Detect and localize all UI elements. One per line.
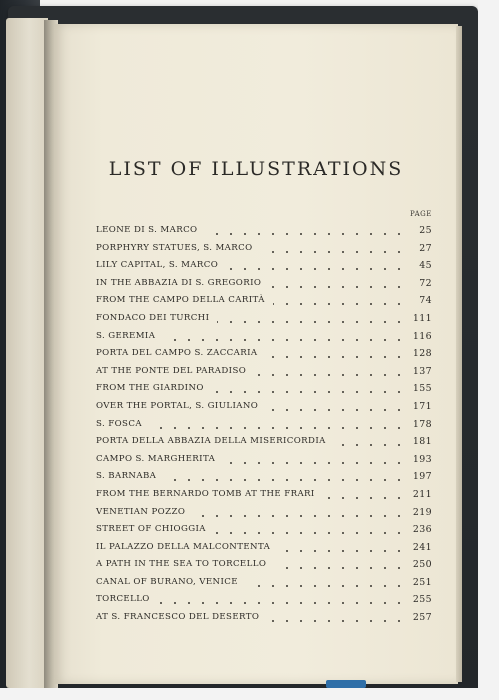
leader-dots [323, 489, 406, 499]
leader-dots [261, 243, 406, 253]
list-item [96, 222, 432, 240]
page-column-label: PAGE [410, 210, 432, 218]
illustration-title: FONDACO DEI TURCHI [96, 312, 210, 323]
list-item [96, 433, 432, 451]
page-number: 255 [412, 594, 432, 606]
leader-dots [266, 348, 406, 358]
leader-dots [269, 278, 406, 288]
leader-dots [266, 401, 406, 411]
illustration-title: S. GEREMIA [96, 330, 156, 341]
page-number: 219 [412, 506, 432, 518]
leader-dots [274, 559, 406, 569]
page-number: 171 [412, 400, 432, 412]
list-item [96, 591, 432, 609]
leader-dots [223, 454, 406, 464]
leader-dots [163, 331, 406, 341]
list-item [96, 451, 432, 469]
bookmark-ribbon [326, 680, 366, 688]
leader-dots [267, 612, 406, 622]
page-heading: LIST OF ILLUSTRATIONS [108, 158, 404, 180]
illustration-title: AT S. FRANCESCO DEL DESERTO [96, 612, 260, 623]
leader-dots [212, 383, 406, 393]
page-number: 27 [419, 242, 432, 254]
list-item [96, 574, 432, 592]
page-number: 211 [412, 488, 432, 500]
leader-dots [278, 542, 406, 552]
leader-dots [193, 507, 406, 517]
list-item [96, 292, 432, 310]
list-item [96, 257, 432, 275]
page-number: 74 [419, 295, 432, 307]
illustration-title: PORTA DELLA ABBAZIA DELLA MISERICORDIA [96, 436, 326, 447]
illustration-title: IL PALAZZO DELLA MALCONTENTA [96, 541, 271, 552]
list-item [96, 609, 432, 627]
leader-dots [164, 471, 406, 481]
leader-dots [334, 436, 406, 446]
illustration-title: AT THE PONTE DEL PARADISO [96, 365, 247, 376]
illustration-title: OVER THE PORTAL, S. GIULIANO [96, 400, 259, 411]
list-item [96, 504, 432, 522]
list-item [96, 486, 432, 504]
leader-dots [273, 295, 406, 305]
page-number: 25 [419, 225, 432, 236]
list-item [96, 328, 432, 346]
page-number: 72 [419, 277, 432, 289]
list-item [96, 380, 432, 398]
list-item [96, 539, 432, 557]
page-number: 251 [412, 576, 432, 588]
page-number: 236 [412, 524, 432, 536]
illustration-title: A PATH IN THE SEA TO TORCELLO [96, 559, 267, 570]
illustration-title: S. FOSCA [96, 418, 142, 429]
background-right [478, 0, 499, 700]
leader-dots [217, 313, 406, 323]
illustration-title: S. BARNABA [96, 471, 157, 482]
illustration-title: IN THE ABBAZIA DI S. GREGORIO [96, 277, 262, 288]
list-item [96, 398, 432, 416]
page-number: 137 [412, 365, 432, 377]
list-item [96, 468, 432, 486]
leader-dots [158, 594, 406, 604]
illustration-title: PORTA DEL CAMPO S. ZACCARIA [96, 348, 258, 359]
illustration-title: FROM THE BERNARDO TOMB AT THE FRARI [96, 488, 315, 499]
illustration-title: CANAL OF BURANO, VENICE [96, 576, 238, 587]
page-number: 45 [419, 260, 432, 272]
page-number: 181 [412, 436, 432, 448]
list-item [96, 416, 432, 434]
leader-dots [150, 419, 406, 429]
page-number: 197 [412, 471, 432, 483]
illustration-title: FROM THE CAMPO DELLA CARITÀ [96, 295, 265, 306]
page-edge [456, 26, 462, 682]
list-item [96, 521, 432, 539]
list-item [96, 310, 432, 328]
background-bottom [0, 688, 499, 700]
list-item [96, 345, 432, 363]
page-number: 193 [412, 453, 432, 465]
illustration-title: VENETIAN POZZO [96, 506, 186, 517]
facing-page-edge [6, 18, 48, 688]
list-item [96, 363, 432, 381]
page-number: 257 [412, 612, 432, 624]
illustration-title: TORCELLO [96, 594, 150, 605]
leader-dots [206, 225, 406, 235]
list-item [96, 275, 432, 293]
page-number: 111 [412, 312, 432, 324]
page-number: 241 [412, 541, 432, 553]
leader-dots [246, 577, 406, 587]
leader-dots [254, 366, 406, 376]
page-number: 116 [412, 330, 432, 342]
illustrations-list [96, 222, 432, 627]
list-item [96, 556, 432, 574]
illustration-title: CAMPO S. MARGHERITA [96, 453, 216, 464]
leader-dots [226, 260, 406, 270]
list-item [96, 240, 432, 258]
illustration-title: FROM THE GIARDINO [96, 383, 204, 394]
illustration-title: LEONE DI S. MARCO [96, 225, 198, 235]
page-number: 128 [412, 348, 432, 360]
page-number: 250 [412, 559, 432, 571]
illustration-title: PORPHYRY STATUES, S. MARCO [96, 242, 253, 253]
illustration-title: STREET OF CHIOGGIA [96, 524, 206, 535]
page-number: 178 [412, 418, 432, 430]
page-number: 155 [412, 383, 432, 395]
leader-dots [214, 524, 406, 534]
illustration-title: LILY CAPITAL, S. MARCO [96, 260, 219, 271]
